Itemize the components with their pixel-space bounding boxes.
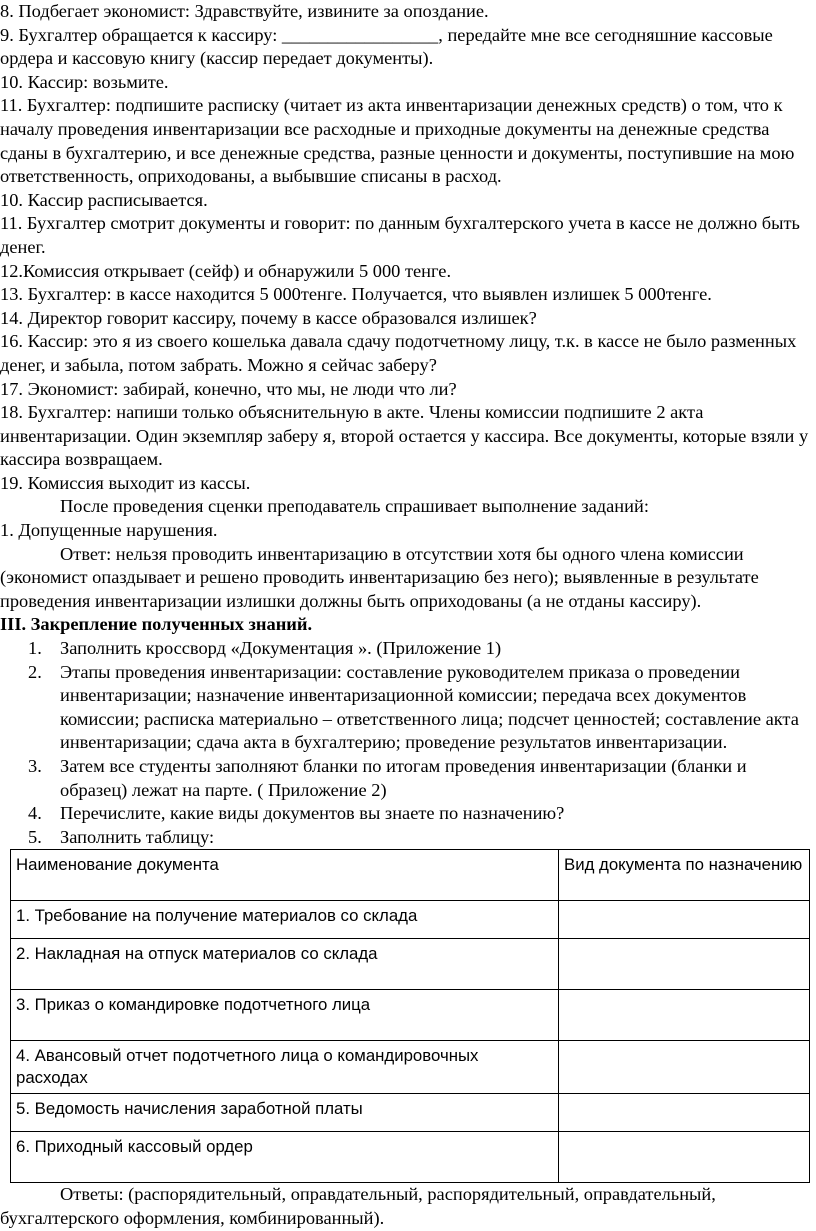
table-header-row [11,850,810,901]
task-text: Заполнить кроссворд «Документация ». (Приложение 1) [60,638,502,659]
dialogue-line: 18. Бухгалтер: напиши только объяснительную в акте. Члены комиссии подпишите 2 акта инвентаризации. Один экземпляр заберу я, второй остается у кассира. Все документы, которые взяли у кассира возвращаем. [0,402,809,470]
document-name-cell: 2. Накладная на отпуск материалов со склада [11,939,559,990]
task-item [0,661,812,755]
table-row [11,1132,810,1183]
task-item [0,826,812,850]
dialogue-line: 10. Кассир: возьмите. [0,71,169,92]
dialogue-line: 17. Экономист: забирай, конечно, что мы, не люди что ли? [0,378,457,399]
violations-heading: 1. Допущенные нарушения. [0,520,218,541]
dialogue-line: 19. Комиссия выходит из кассы. [0,472,251,493]
task-text: Заполнить таблицу: [60,826,215,847]
table-row [11,901,810,939]
answer-paragraph: Ответ: нельзя проводить инвентаризацию в отсутствии хотя бы одного члена комиссии (экономист опаздывает и решено проводить инвентаризацию без него); выявленные в результате проведения инвентаризации излишки должны быть оприходованы (а не отданы кассиру). [0,543,759,611]
document-type-cell [559,939,810,990]
dialogue-line: 11. Бухгалтер смотрит документы и говорит: по данным бухгалтерского учета в кассе не должно быть денег. [0,213,800,257]
header-cell-name: Наименование документа [11,850,559,901]
document-type-cell [559,1094,810,1132]
task-number: 4. [28,803,42,824]
after-scene-text: После проведения сценки преподаватель спрашивает выполнение заданий: [60,496,649,517]
document-type-cell [559,901,810,939]
section-heading: III. Закрепление полученных знаний. [0,614,313,635]
document-name-cell: 6. Приходный кассовый ордер [11,1132,559,1183]
task-number: 1. [28,638,42,659]
task-text: Перечислите, какие виды документов вы знаете по назначению? [60,803,565,824]
task-text: Этапы проведения инвентаризации: составление руководителем приказа о проведении инвентаризации; назначение инвентаризационной комиссии; передача всех документов комиссии; расписка материально – ответственного лица; подсчет ценностей; составление акта инвентаризации; сдача акта в бухгалтерию; проведение результатов инвентаризации. [60,661,799,753]
task-number: 2. [28,661,42,682]
document-type-cell [559,990,810,1041]
dialogue-line: 9. Бухгалтер обращается к кассиру: _________________, передайте мне все сегодняшние кассовые ордера и кассовую книгу (кассир передает документы). [0,24,773,69]
dialogue-line: 11. Бухгалтер: подпишите расписку (читает из акта инвентаризации денежных средств) о том, что к началу проведения инвентаризации все расходные и приходные документы на денежные средства сданы в бухгалтерию, и все денежные средства, разные ценности и документы, поступившие на мою ответственность, оприходованы, а выбывшие списаны в расход. [0,95,795,187]
document-type-cell [559,1132,810,1183]
task-text: Затем все студенты заполняют бланки по итогам проведения инвентаризации (бланки и образец) лежат на парте. ( Приложение 2) [60,756,747,800]
dialogue-line: 10. Кассир расписывается. [0,189,208,210]
document-name-cell: 5. Ведомость начисления заработной платы [11,1094,559,1132]
table-row [11,1094,810,1132]
document-name-cell: 4. Авансовый отчет подотчетного лица о командировочных расходах [11,1041,559,1094]
document-name-cell: 1. Требование на получение материалов со склада [11,901,559,939]
task-number: 3. [28,756,42,776]
task-item [0,755,812,802]
header-cell-type: Вид документа по назначению [559,850,810,901]
answers-paragraph: Ответы: (распорядительный, оправдательный, распорядительный, оправдательный, бухгалтерского оформления, комбинированный). [0,1184,716,1228]
task-item [0,802,812,826]
document-name-cell: 3. Приказ о командировке подотчетного лица [11,990,559,1041]
dialogue-line: 8. Подбегает экономист: Здравствуйте, извините за опоздание. [0,1,489,21]
dialogue-line: 12.Комиссия открывает (сейф) и обнаружили 5 000 тенге. [0,260,452,281]
dialogue-line: 13. Бухгалтер: в кассе находится 5 000тенге. Получается, что выявлен излишек 5 000тенге. [0,284,712,305]
task-item [0,637,812,661]
dialogue-line: 16. Кассир: это я из своего кошелька давала сдачу подотчетному лицу, т.к. в кассе не было разменных денег, и забыла, потом забрать. Можно я сейчас заберу? [0,331,797,375]
table-row [11,1041,810,1094]
dialogue-line: 14. Директор говорит кассиру, почему в кассе образовался излишек? [0,307,537,328]
document-type-cell [559,1041,810,1094]
task-number: 5. [28,826,42,847]
table-row [11,990,810,1041]
task-list [0,637,812,849]
dialogue-block [0,0,812,495]
table-row [11,939,810,990]
documents-table [10,849,810,1183]
